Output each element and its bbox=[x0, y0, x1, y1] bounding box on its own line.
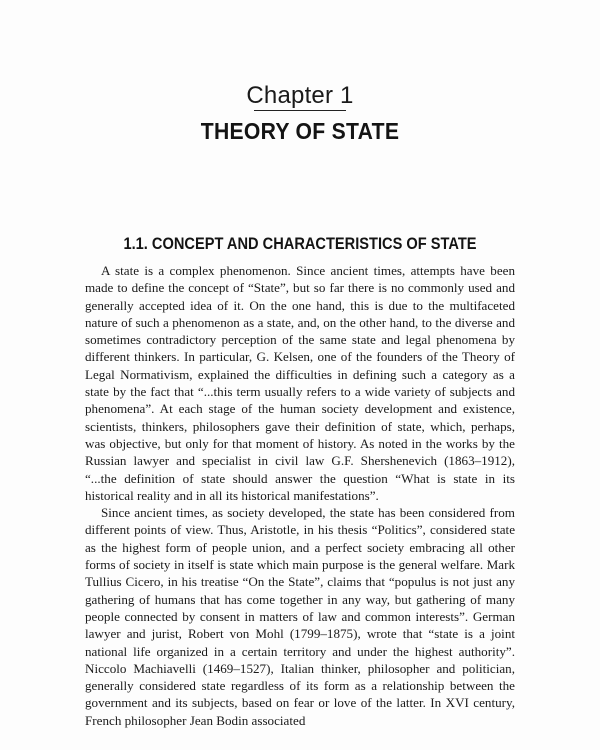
section-heading: 1.1. CONCEPT AND CHARACTERISTICS OF STATE bbox=[123, 234, 477, 253]
paragraph: Since ancient times, as society developed, the state has been considered from different points of view. Thus, Aristotle, in his thesis “Politics”, considered state as the highest form of people union, and a perfect society embracing all other forms of society in itself is state which main purpose is the general welfare. Mark Tullius Cicero, in his treatise “On the State”, claims that “populus is not just any gathering of humans that has come together in any way, but gathering of many people connected by consent in matters of law and common interests”. German lawyer and jurist, Robert von Mohl (1799–1875), wrote that “state is a joint national life organized in a certain territory and under the highest authority”. Niccolo Machiavelli (1469–1527), Italian thinker, philosopher and politician, generally considered state regardless of its form as a relationship between the government and its subjects, based on fear or love of the latter. In XVI century, French philosopher Jean Bodin associated bbox=[85, 505, 515, 728]
body-text bbox=[85, 262, 515, 729]
paragraph: A state is a complex phenomenon. Since ancient times, attempts have been made to define the concept of “State”, but so far there is no commonly used and generally accepted idea of it. On the one hand, this is due to the multifaceted nature of such a phenomenon as a state, and, on the other hand, to the diverse and sometimes contradictory perception of the same state and legal phenomena by different thinkers. In particular, G. Kelsen, one of the founders of the Theory of Legal Normativism, explained the difficulties in defining such a category as a state by the fact that “...this term usually refers to a wide variety of subjects and phenomena”. At each stage of the human society development and existence, scientists, thinkers, philosophers gave their definition of state, which, perhaps, was objective, but only for that moment of history. As noted in the works by the Russian lawyer and specialist in civil law G.F. Shershenevich (1863–1912), “...the definition of state should answer the question “What is state in its historical reality and in all its historical manifestations”. bbox=[85, 263, 515, 503]
chapter-underline bbox=[254, 110, 346, 111]
chapter-title: THEORY OF STATE bbox=[200, 118, 400, 144]
chapter-label: Chapter 1 bbox=[246, 82, 354, 109]
